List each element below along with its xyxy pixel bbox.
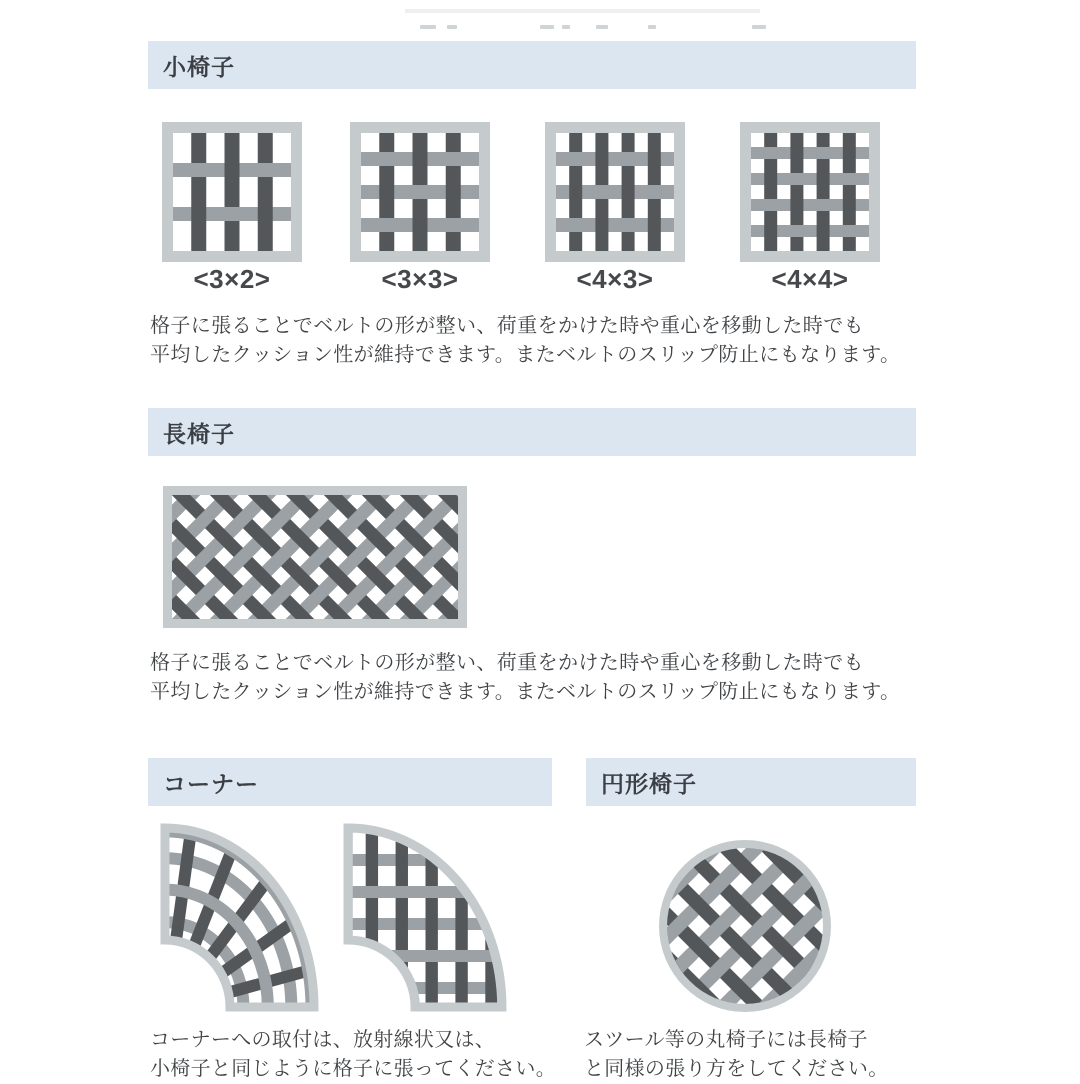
grid-label-3x2: <3×2> <box>193 264 271 294</box>
corner-grid-figure <box>343 822 508 1012</box>
section-title-bench: 長椅子 <box>163 420 235 447</box>
page-crop-artifact <box>648 25 656 29</box>
weave-grid-4x3-figure <box>545 122 685 262</box>
section-title-round-chair: 円形椅子 <box>601 770 697 797</box>
page-crop-artifact <box>447 25 457 29</box>
weave-grid-4x3-diagram <box>545 122 685 262</box>
section-header-bench <box>148 408 916 456</box>
grid-label-4x3: <4×3> <box>576 264 654 294</box>
corner-caption-line1: コーナーへの取付は、放射線状又は、 <box>150 1029 496 1051</box>
page-crop-artifact <box>562 25 570 29</box>
section-title-small-chair: 小椅子 <box>163 53 235 80</box>
round-chair-caption-line2: と同様の張り方をしてください。 <box>584 1058 889 1080</box>
grid-label-4x4: <4×4> <box>771 264 849 294</box>
bench-description-line2: 平均したクッション性が維持できます。またベルトのスリップ防止にもなります。 <box>150 681 901 703</box>
page-crop-artifact <box>420 25 436 29</box>
page-crop-artifact <box>405 9 760 13</box>
weave-grid-3x3-figure <box>350 122 490 262</box>
corner-caption-line2: 小椅子と同じように格子に張ってください。 <box>150 1058 556 1080</box>
round-chair-figure <box>659 840 831 1012</box>
section-header-corner <box>148 758 552 806</box>
weave-grid-4x4-diagram <box>740 122 880 262</box>
corner-grid-weave-diagram <box>343 822 508 1012</box>
weave-grid-3x3-diagram <box>350 122 490 262</box>
weave-grid-4x4-figure <box>740 122 880 262</box>
grid-label-3x3: <3×3> <box>381 264 459 294</box>
small-chair-description <box>150 312 930 370</box>
bench-diagonal-weave-diagram <box>163 486 467 628</box>
page-crop-artifact <box>596 25 608 29</box>
bench-weave-figure <box>163 486 467 628</box>
bench-description <box>150 649 930 707</box>
page-crop-artifact <box>540 25 554 29</box>
section-header-round-chair <box>586 758 916 806</box>
weave-grid-3x2-diagram <box>162 122 302 262</box>
round-chair-caption <box>584 1026 944 1084</box>
round-chair-caption-line1: スツール等の丸椅子には長椅子 <box>584 1029 868 1051</box>
page-crop-artifact <box>752 25 766 29</box>
corner-caption <box>150 1026 580 1084</box>
round-chair-weave-diagram <box>659 840 831 1012</box>
corner-radial-weave-diagram <box>160 822 320 1012</box>
small-chair-description-line1: 格子に張ることでベルトの形が整い、荷重をかけた時や重心を移動した時でも <box>150 315 864 337</box>
weave-grid-3x2-figure <box>162 122 302 262</box>
section-title-corner: コーナー <box>163 770 259 797</box>
section-header-small-chair <box>148 41 916 89</box>
small-chair-description-line2: 平均したクッション性が維持できます。またベルトのスリップ防止にもなります。 <box>150 344 901 366</box>
corner-radial-figure <box>160 822 320 1012</box>
bench-description-line1: 格子に張ることでベルトの形が整い、荷重をかけた時や重心を移動した時でも <box>150 652 864 674</box>
